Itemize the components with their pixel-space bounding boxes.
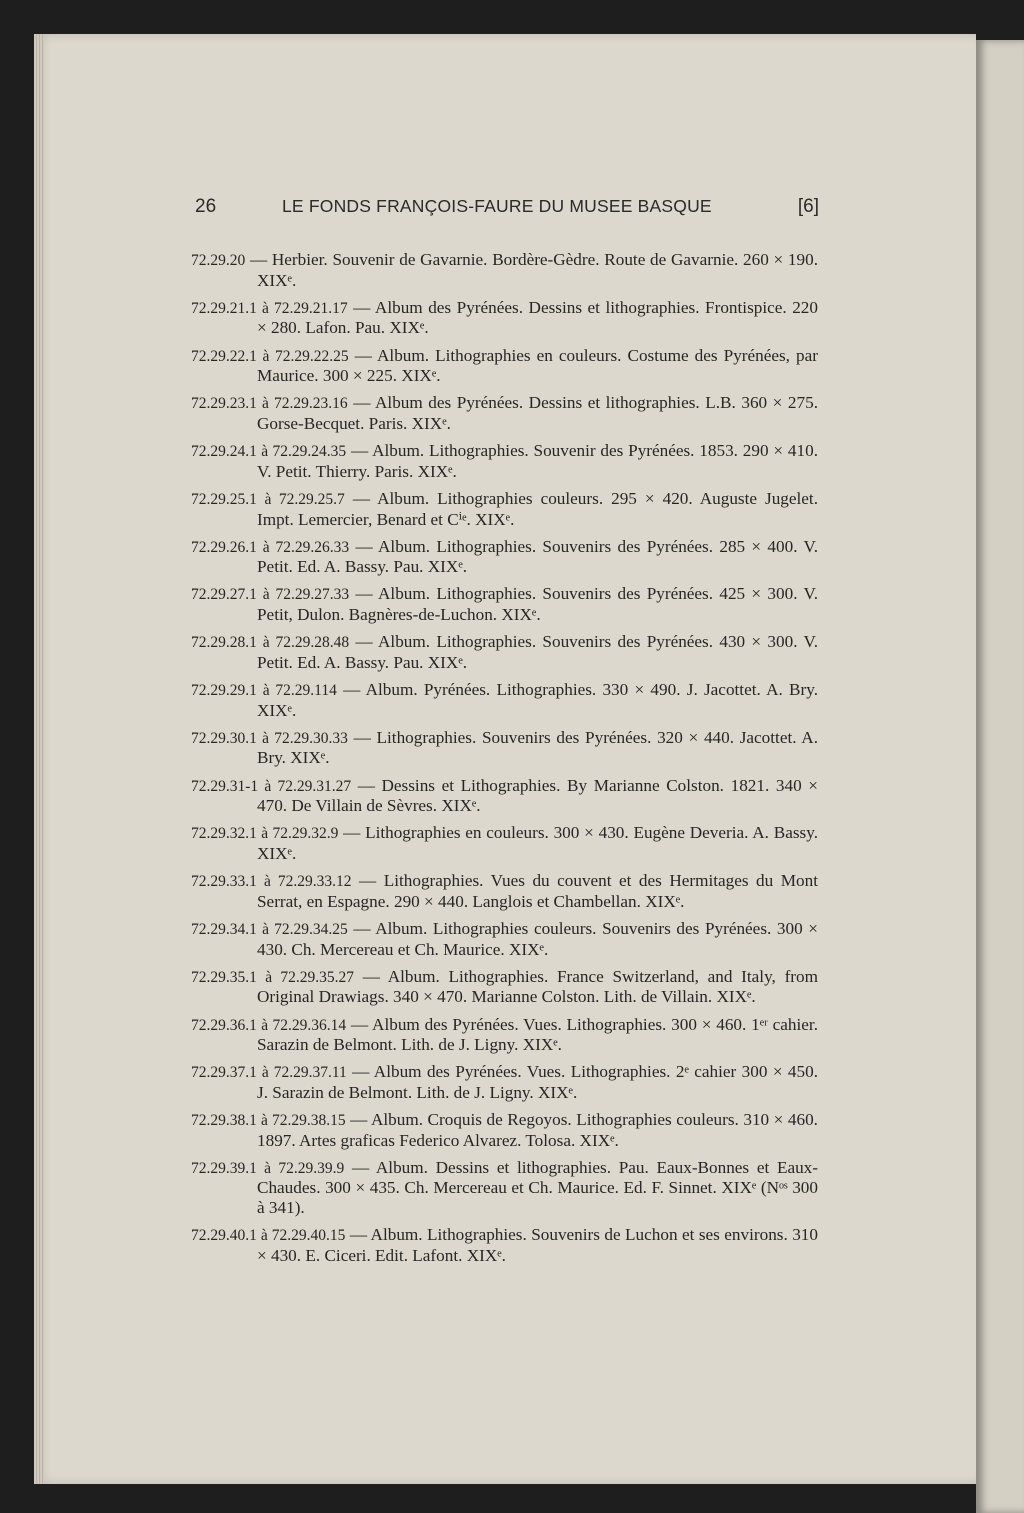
entry-description: — Album des Pyrénées. Dessins et lithographies. L.B. 360 × 275. Gorse-Becquet. Paris. XIXᵉ. xyxy=(257,393,819,433)
entry-description: — Lithographies. Vues du couvent et des Hermitages du Mont Serrat, en Espagne. 290 × 440. Langlois et Chambellan. XIXᵉ. xyxy=(257,871,818,911)
running-title: LE FONDS FRANÇOIS-FAURE DU MUSEE BASQUE xyxy=(282,196,712,216)
entry-description: — Dessins et Lithographies. By Marianne Colston. 1821. 340 × 470. De Villain de Sèvres. XIXᵉ. xyxy=(257,775,818,816)
entry-description: — Album des Pyrénées. Vues. Lithographies. 2ᵉ cahier 300 × 450. J. Sarazin de Belmont. Lith. de J. Ligny. XIXᵉ. xyxy=(257,1062,818,1102)
entry-inventory-number: 72.29.37.1 à 72.29.37.11 xyxy=(191,1064,347,1082)
entry-description: — Herbier. Souvenir de Gavarnie. Bordère-Gèdre. Route de Gavarnie. 260 × 190. XIXᵉ. xyxy=(249,250,819,290)
entry-description: — Album des Pyrénées. Vues. Lithographies. 300 × 460. 1ᵉʳ cahier. Sarazin de Belmont. Lith. de J. Ligny. XIXᵉ. xyxy=(257,1014,818,1055)
catalogue-entries xyxy=(191,250,818,1273)
catalogue-entry xyxy=(191,871,818,911)
entry-inventory-number: 72.29.35.1 à 72.29.35.27 xyxy=(191,968,355,986)
entry-inventory-number: 72.29.28.1 à 72.29.28.48 xyxy=(191,634,350,652)
entry-description: — Album. Lithographies. Souvenirs des Pyrénées. 430 × 300. V. Petit. Ed. A. Bassy. Pau. XIXᵉ. xyxy=(257,632,818,672)
entry-description: — Album. Lithographies. Souvenir des Pyrénées. 1853. 290 × 410. V. Petit. Thierry. Paris. XIXᵉ. xyxy=(257,441,818,481)
entry-inventory-number: 72.29.21.1 à 72.29.21.17 xyxy=(191,299,348,317)
catalogue-entry xyxy=(191,776,818,816)
entry-inventory-number: 72.29.22.1 à 72.29.22.25 xyxy=(191,347,349,365)
catalogue-entry xyxy=(191,298,818,338)
entry-inventory-number: 72.29.24.1 à 72.29.24.35 xyxy=(191,443,347,461)
entry-inventory-number: 72.29.29.1 à 72.29.114 xyxy=(191,682,337,700)
catalogue-entry xyxy=(191,393,818,433)
entry-inventory-number: 72.29.25.1 à 72.29.25.7 xyxy=(191,490,345,508)
entry-description: — Album. Lithographies couleurs. 295 × 420. Auguste Jugelet. Impt. Lemercier, Benard et Cⁱᵉ. XIXᵉ. xyxy=(257,488,819,529)
catalogue-entry xyxy=(191,1110,818,1150)
page-stack-edge xyxy=(34,34,44,1484)
catalogue-entry xyxy=(191,919,818,959)
entry-description: — Album. Lithographies. Souvenirs des Pyrénées. 285 × 400. V. Petit. Ed. A. Bassy. Pau. XIXᵉ. xyxy=(257,536,818,577)
catalogue-entry xyxy=(191,537,818,577)
entry-description: — Lithographies. Souvenirs des Pyrénées. 320 × 440. Jacottet. A. Bry. XIXᵉ. xyxy=(257,727,818,768)
catalogue-entry xyxy=(191,489,818,529)
entry-inventory-number: 72.29.33.1 à 72.29.33.12 xyxy=(191,873,352,891)
entry-description: — Album. Lithographies. France Switzerland, and Italy, from Original Drawiags. 340 × 470. Marianne Colston. Lith. de Villain. XIXᵉ. xyxy=(257,966,818,1007)
entry-inventory-number: 72.29.36.1 à 72.29.36.14 xyxy=(191,1016,347,1034)
catalogue-entry xyxy=(191,441,818,481)
catalogue-entry xyxy=(191,967,818,1007)
catalogue-entry xyxy=(191,1015,818,1055)
entry-inventory-number: 72.29.38.1 à 72.29.38.15 xyxy=(191,1112,346,1130)
entry-description: — Album. Lithographies. Souvenirs de Luchon et ses environs. 310 × 430. E. Ciceri. Edit. Lafont. XIXᵉ. xyxy=(257,1225,818,1265)
catalogue-entry xyxy=(191,680,818,720)
catalogue-entry xyxy=(191,728,818,768)
entry-description: — Lithographies en couleurs. 300 × 430. Eugène Deveria. A. Bassy. XIXᵉ. xyxy=(257,823,818,863)
entry-description: — Album. Dessins et lithographies. Pau. Eaux-Bonnes et Eaux-Chaudes. 300 × 435. Ch. Mercereau et Ch. Maurice. Ed. F. Sinnet. XIXᵉ (Nᵒˢ 300 à 341). xyxy=(257,1157,818,1218)
catalogue-entry xyxy=(191,632,818,672)
adjacent-page-edge xyxy=(976,40,1024,1513)
entry-inventory-number: 72.29.40.1 à 72.29.40.15 xyxy=(191,1227,346,1245)
catalogue-entry xyxy=(191,250,818,290)
entry-description: — Album. Croquis de Regoyos. Lithographies couleurs. 310 × 460. 1897. Artes graficas Federico Alvarez. Tolosa. XIXᵉ. xyxy=(257,1110,818,1150)
entry-description: — Album des Pyrénées. Dessins et lithographies. Frontispice. 220 × 280. Lafon. Pau. XIXᵉ. xyxy=(257,297,818,338)
entry-inventory-number: 72.29.27.1 à 72.29.27.33 xyxy=(191,586,350,604)
entry-inventory-number: 72.29.26.1 à 72.29.26.33 xyxy=(191,538,350,556)
catalogue-entry xyxy=(191,823,818,863)
catalogue-entry xyxy=(191,1158,818,1218)
entry-description: — Album. Lithographies couleurs. Souvenirs des Pyrénées. 300 × 430. Ch. Mercereau et Ch. Maurice. XIXᵉ. xyxy=(257,918,818,959)
entry-inventory-number: 72.29.31-1 à 72.29.31.27 xyxy=(191,777,352,795)
catalogue-entry xyxy=(191,1225,818,1265)
entry-inventory-number: 72.29.30.1 à 72.29.30.33 xyxy=(191,729,348,747)
entry-description: — Album. Lithographies en couleurs. Costume des Pyrénées, par Maurice. 300 × 225. XIXᵉ. xyxy=(257,345,818,386)
entry-inventory-number: 72.29.23.1 à 72.29.23.16 xyxy=(191,395,348,413)
catalogue-entry xyxy=(191,584,818,624)
entry-inventory-number: 72.29.32.1 à 72.29.32.9 xyxy=(191,825,339,843)
page-number: 26 xyxy=(195,196,217,217)
entry-inventory-number: 72.29.34.1 à 72.29.34.25 xyxy=(191,920,348,938)
running-header xyxy=(191,196,819,220)
entry-description: — Album. Lithographies. Souvenirs des Pyrénées. 425 × 300. V. Petit, Dulon. Bagnères-de-Luchon. XIXᵉ. xyxy=(257,584,818,625)
catalogue-entry xyxy=(191,1062,818,1102)
entry-description: — Album. Pyrénées. Lithographies. 330 × 490. J. Jacottet. A. Bry. XIXᵉ. xyxy=(257,680,819,720)
entry-inventory-number: 72.29.20 xyxy=(191,252,246,269)
catalogue-entry xyxy=(191,346,818,386)
section-number: [6] xyxy=(797,196,819,217)
entry-inventory-number: 72.29.39.1 à 72.29.39.9 xyxy=(191,1159,345,1177)
